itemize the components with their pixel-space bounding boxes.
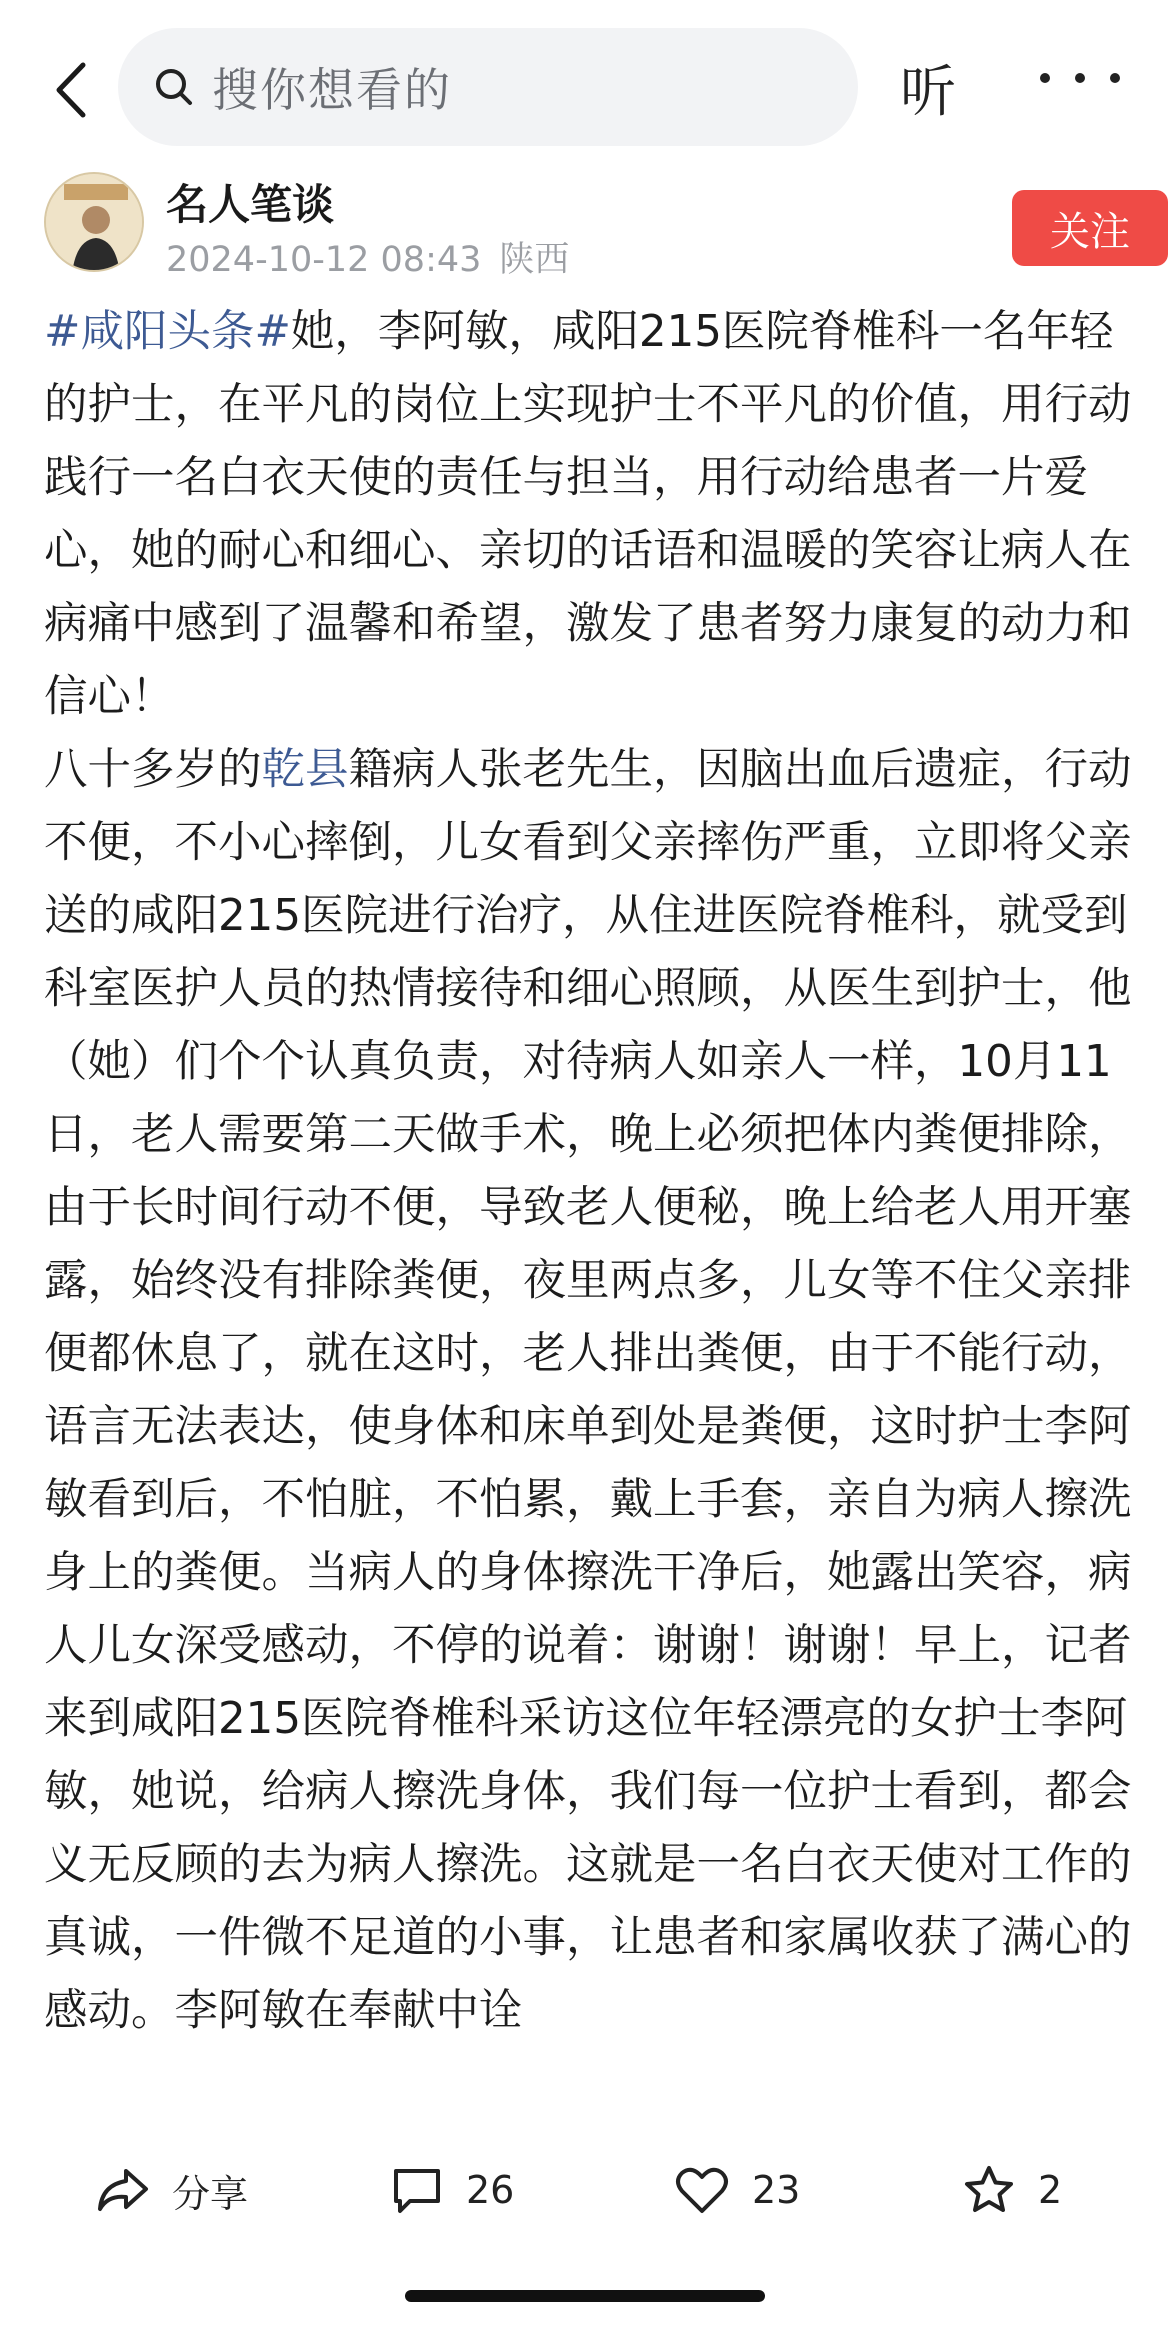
search-placeholder: 搜你想看的 bbox=[212, 63, 452, 117]
search-icon bbox=[154, 67, 194, 107]
action-bar bbox=[0, 2140, 1170, 2240]
avatar-image bbox=[46, 174, 144, 272]
like-button[interactable] bbox=[674, 2140, 800, 2240]
hashtag-link[interactable]: #咸阳头条# bbox=[44, 307, 291, 357]
dot-icon bbox=[1110, 73, 1120, 83]
chevron-left-icon bbox=[53, 61, 87, 119]
share-label: 分享 bbox=[172, 2171, 249, 2216]
paragraph-text: 她，李阿敏，咸阳215医院脊椎科一名年轻的护士，在平凡的岗位上实现护士不平凡的价值，用行动践行一名白衣天使的责任与担当，用行动给患者一片爱心，她的耐心和细心、亲切的话语和温暖的笑容让病人在病痛中感到了温馨和希望，激发了患者努力康复的动力和信心！ bbox=[44, 307, 1132, 722]
more-options-button[interactable] bbox=[1040, 58, 1120, 98]
paragraph-text: 八十多岁的 bbox=[44, 745, 262, 795]
comment-icon bbox=[390, 2165, 444, 2215]
dot-icon bbox=[1040, 73, 1050, 83]
heart-icon bbox=[674, 2165, 730, 2215]
article-paragraph bbox=[44, 734, 1134, 2048]
home-indicator bbox=[405, 2290, 765, 2302]
share-icon bbox=[96, 2165, 150, 2215]
search-input[interactable] bbox=[118, 28, 858, 146]
follow-button[interactable]: 关注 bbox=[1012, 190, 1168, 266]
author-header bbox=[44, 172, 1134, 292]
comment-count: 26 bbox=[466, 2168, 515, 2212]
dot-icon bbox=[1075, 73, 1085, 83]
like-count: 23 bbox=[752, 2168, 801, 2212]
star-icon bbox=[962, 2164, 1016, 2216]
favorite-button[interactable] bbox=[962, 2140, 1062, 2240]
paragraph-text: 籍病人张老先生，因脑出血后遗症，行动不便，不小心摔倒，儿女看到父亲摔伤严重，立即将父亲送的咸阳215医院进行治疗，从住进医院脊椎科，就受到科室医护人员的热情接待和细心照顾，从医生到护士，他（她）们个个认真负责，对待病人如亲人一样，10月11日，老人需要第二天做手术，晚上必须把体内粪便排除，由于长时间行动不便，导致老人便秘，晚上给老人用开塞露，始终没有排除粪便，夜里两点多，儿女等不住父亲排便都休息了，就在这时，老人排出粪便，由于不能行动，语言无法表达，使身体和床单到处是粪便，这时护士李阿敏看到后，不怕脏，不怕累，戴上手套，亲自为病人擦洗身上的粪便。当病人的身体擦洗干净后，她露出笑容，病人儿女深受感动，不停的说着：谢谢！谢谢！早上，记者来到咸阳215医院脊椎科采访这位年轻漂亮的女护士李阿敏，她说，给病人擦洗身体，我们每一位护士看到，都会义无反顾的去为病人擦洗。这就是一名白衣天使对工作的真诚，一件微不足道的小事，让患者和家属收获了满心的感动。李阿敏在奉献中诠 bbox=[44, 745, 1132, 2036]
article-paragraph bbox=[44, 296, 1134, 734]
favorite-count: 2 bbox=[1038, 2168, 1063, 2212]
article-body bbox=[44, 296, 1134, 2048]
share-button[interactable] bbox=[96, 2140, 248, 2240]
avatar[interactable] bbox=[44, 172, 144, 272]
back-button[interactable] bbox=[40, 50, 100, 130]
comment-button[interactable] bbox=[390, 2140, 514, 2240]
listen-button[interactable]: 听 bbox=[900, 60, 956, 125]
post-location: 陕西 bbox=[499, 240, 570, 280]
place-link[interactable]: 乾县 bbox=[261, 745, 349, 795]
author-meta bbox=[166, 232, 569, 282]
author-name[interactable]: 名人笔谈 bbox=[166, 180, 335, 229]
top-bar bbox=[0, 0, 1170, 150]
post-datetime: 2024-10-12 08:43 bbox=[166, 240, 482, 280]
